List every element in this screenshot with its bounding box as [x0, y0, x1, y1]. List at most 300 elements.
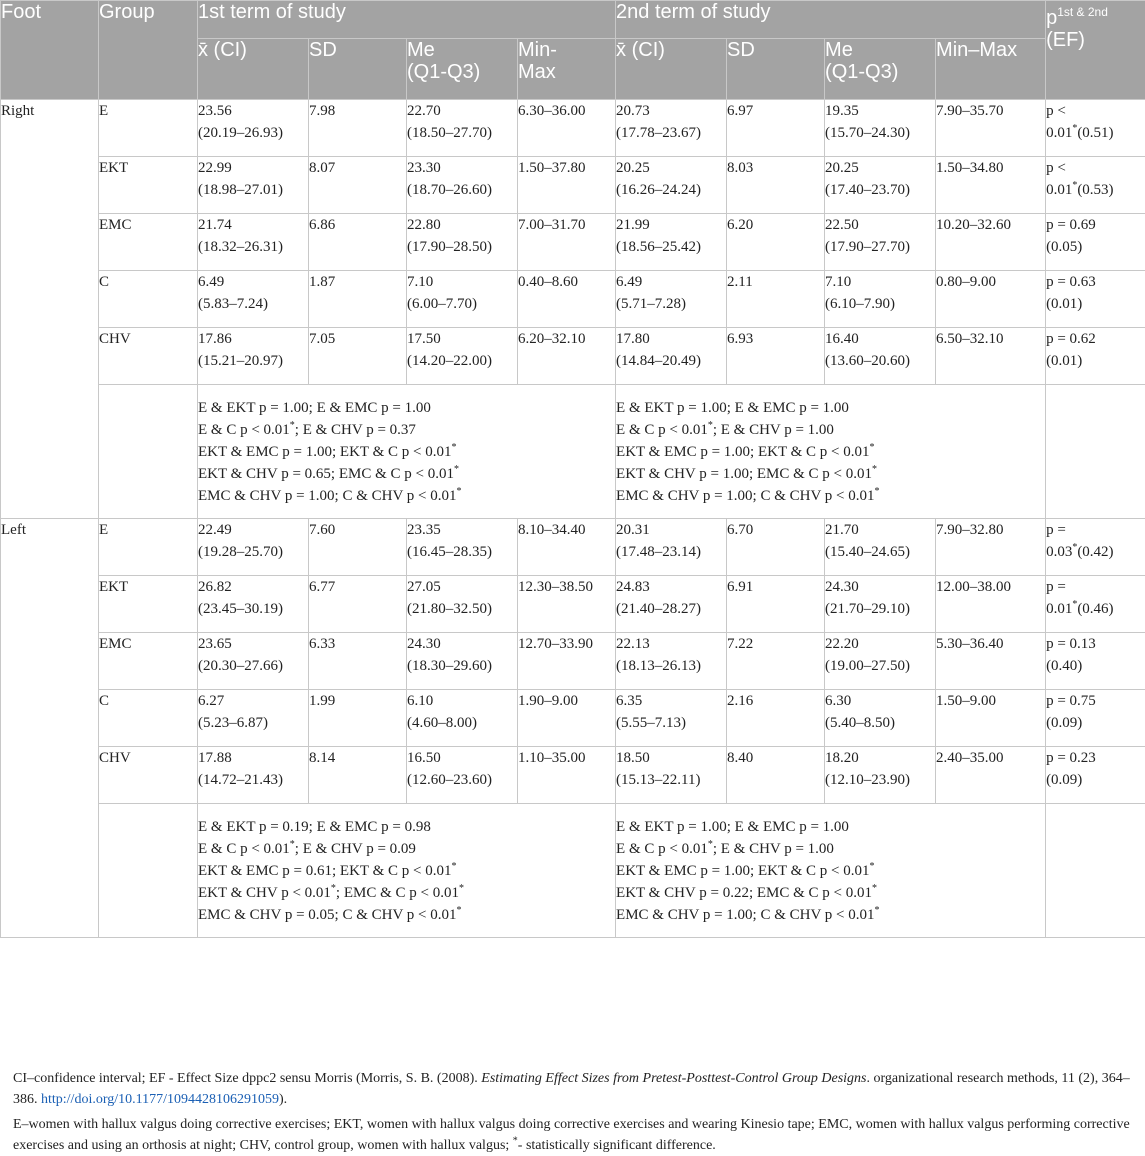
significance-marker: * [875, 905, 880, 916]
p-value-cell [1046, 576, 1145, 633]
median-iqr-term1-range: (17.90–28.50) [407, 239, 492, 255]
foot-label: Right [1, 100, 99, 519]
minmax-term2: 7.90–32.80 [936, 519, 1046, 576]
median-iqr-term2 [825, 633, 936, 690]
minmax-term1: 1.90–9.00 [518, 690, 616, 747]
pairwise-text: EKT & CHV p < 0.01 [198, 885, 331, 901]
pairwise-line [616, 419, 1045, 441]
footnote-citation-title: Estimating Effect Sizes from Pretest-Posttest-Control Group Designs [481, 1071, 866, 1086]
p-value-text: p = 0.69 [1046, 217, 1096, 233]
p-value-text: (0.40) [1046, 658, 1082, 674]
median-iqr-term1-range: (18.50–27.70) [407, 125, 492, 141]
median-iqr-term2-range: (21.70–29.10) [825, 601, 910, 617]
median-iqr-term2-value: 22.50 [825, 217, 859, 233]
minmax-term2: 10.20–32.60 [936, 214, 1046, 271]
mean-ci-term1-range: (14.72–21.43) [198, 772, 283, 788]
pairwise-line [198, 463, 615, 485]
median-iqr-term1-value: 23.30 [407, 160, 441, 176]
empty-cell [99, 385, 198, 519]
pairwise-text: EMC & CHV p = 1.00; C & CHV p < 0.01 [616, 488, 874, 504]
pairwise-text: EKT & EMC p = 0.61; EKT & C p < 0.01 [198, 863, 451, 879]
sd-term2: 8.03 [727, 157, 825, 214]
header-minmax-2: Min–Max [936, 39, 1046, 100]
pairwise-text: E & EKT p = 1.00; E & EMC p = 1.00 [198, 400, 431, 416]
p-value-text: p = 0.13 [1046, 636, 1096, 652]
median-iqr-term2 [825, 100, 936, 157]
significance-marker: * [454, 464, 459, 475]
mean-ci-term2-value: 20.25 [616, 160, 650, 176]
median-iqr-term2 [825, 576, 936, 633]
header-me-label: Me [407, 39, 435, 61]
group-cell: EMC [99, 633, 198, 690]
pairwise-line [198, 838, 615, 860]
doi-link[interactable]: http://doi.org/10.1177/1094428106291059 [41, 1092, 279, 1107]
sd-term2: 6.91 [727, 576, 825, 633]
median-iqr-term2-range: (17.40–23.70) [825, 182, 910, 198]
header-term2: 2nd term of study [616, 1, 1046, 39]
mean-ci-term2-value: 21.99 [616, 217, 650, 233]
footnote-text: - statistically significant difference. [518, 1138, 716, 1153]
pairwise-row [1, 385, 1145, 519]
mean-ci-term1-value: 17.86 [198, 331, 232, 347]
p-value-text: p = 0.23 [1046, 750, 1096, 766]
p-value-text: (0.01) [1046, 296, 1082, 312]
mean-ci-term1 [198, 690, 309, 747]
sd-term1: 8.14 [309, 747, 407, 804]
pairwise-line [616, 485, 1045, 507]
mean-ci-term1 [198, 576, 309, 633]
header-p-ef: (EF) [1046, 29, 1085, 51]
mean-ci-term2-value: 22.13 [616, 636, 650, 652]
table-row [1, 633, 1145, 690]
median-iqr-term1 [407, 690, 518, 747]
mean-ci-term1-value: 26.82 [198, 579, 232, 595]
mean-ci-term2-value: 6.35 [616, 693, 642, 709]
minmax-term1: 12.30–38.50 [518, 576, 616, 633]
median-iqr-term2-range: (17.90–27.70) [825, 239, 910, 255]
table-row [1, 100, 1145, 157]
header-p-sup: 1st & 2nd [1057, 5, 1108, 19]
foot-label: Left [1, 519, 99, 938]
sd-term2: 6.97 [727, 100, 825, 157]
minmax-term1: 8.10–34.40 [518, 519, 616, 576]
header-minmax-1 [518, 39, 616, 100]
minmax-term2: 1.50–34.80 [936, 157, 1046, 214]
pairwise-text: ; EMC & C p < 0.01 [336, 885, 459, 901]
table-row [1, 747, 1145, 804]
pairwise-text: E & C p < 0.01 [616, 841, 708, 857]
median-iqr-term2 [825, 214, 936, 271]
pairwise-text: EKT & CHV p = 0.65; EMC & C p < 0.01 [198, 466, 454, 482]
significance-marker: * [870, 861, 875, 872]
minmax-term1: 0.40–8.60 [518, 271, 616, 328]
header-p [1046, 1, 1145, 100]
sd-term2: 6.70 [727, 519, 825, 576]
group-cell: CHV [99, 747, 198, 804]
header-max-label: Max [518, 61, 556, 83]
p-value-text: 0.01 [1046, 182, 1072, 198]
pairwise-text: E & EKT p = 0.19; E & EMC p = 0.98 [198, 819, 431, 835]
median-iqr-term1-range: (12.60–23.60) [407, 772, 492, 788]
sd-term1: 6.86 [309, 214, 407, 271]
empty-cell [1046, 385, 1145, 519]
pairwise-text: EMC & CHV p = 1.00; C & CHV p < 0.01 [198, 488, 456, 504]
header-sd-1: SD [309, 39, 407, 100]
median-iqr-term1-range: (18.70–26.60) [407, 182, 492, 198]
median-iqr-term1-value: 22.80 [407, 217, 441, 233]
table-footnotes [0, 1068, 1145, 1156]
mean-ci-term2-value: 24.83 [616, 579, 650, 595]
pairwise-text: E & C p < 0.01 [198, 422, 290, 438]
pairwise-text: EKT & CHV p = 0.22; EMC & C p < 0.01 [616, 885, 872, 901]
pairwise-text: EKT & EMC p = 1.00; EKT & C p < 0.01 [198, 444, 451, 460]
header-term1: 1st term of study [198, 1, 616, 39]
median-iqr-term2 [825, 519, 936, 576]
sd-term1: 6.33 [309, 633, 407, 690]
p-value-text: p = [1046, 579, 1066, 595]
median-iqr-term2-range: (15.70–24.30) [825, 125, 910, 141]
header-mean-1: x̄ (CI) [198, 39, 309, 100]
mean-ci-term1-range: (19.28–25.70) [198, 544, 283, 560]
pairwise-line [616, 463, 1045, 485]
minmax-term1: 7.00–31.70 [518, 214, 616, 271]
pairwise-line [198, 860, 615, 882]
mean-ci-term1 [198, 328, 309, 385]
mean-ci-term1-value: 6.27 [198, 693, 224, 709]
mean-ci-term2-value: 6.49 [616, 274, 642, 290]
pairwise-line [616, 860, 1045, 882]
median-iqr-term1-value: 23.35 [407, 522, 441, 538]
p-value-text: p = 0.62 [1046, 331, 1096, 347]
pairwise-line [616, 838, 1045, 860]
footnote-text: . organizational research methods, 11 (2), 364–386. [13, 1071, 1130, 1107]
pairwise-line [198, 816, 615, 838]
pairwise-line [616, 904, 1045, 926]
median-iqr-term2 [825, 157, 936, 214]
table-row [1, 157, 1145, 214]
mean-ci-term1-value: 6.49 [198, 274, 224, 290]
median-iqr-term1-value: 6.10 [407, 693, 433, 709]
significance-marker: * [451, 861, 456, 872]
median-iqr-term2-value: 20.25 [825, 160, 859, 176]
significance-marker: * [451, 442, 456, 453]
median-iqr-term1-range: (4.60–8.00) [407, 715, 477, 731]
group-cell: C [99, 690, 198, 747]
median-iqr-term2-value: 7.10 [825, 274, 851, 290]
p-value-cell [1046, 519, 1145, 576]
header-median-2 [825, 39, 936, 100]
significance-marker: * [875, 486, 880, 497]
median-iqr-term2-range: (6.10–7.90) [825, 296, 895, 312]
median-iqr-term2-range: (12.10–23.90) [825, 772, 910, 788]
significance-marker: * [456, 486, 461, 497]
sd-term1: 7.60 [309, 519, 407, 576]
header-sd-2: SD [727, 39, 825, 100]
minmax-term1: 1.50–37.80 [518, 157, 616, 214]
header-group: Group [99, 1, 198, 100]
mean-ci-term2 [616, 214, 727, 271]
pairwise-text: ; E & CHV p = 0.09 [295, 841, 416, 857]
mean-ci-term1 [198, 519, 309, 576]
footnote-groups [13, 1114, 1145, 1156]
mean-ci-term1-range: (20.19–26.93) [198, 125, 283, 141]
significance-marker: * [290, 839, 295, 850]
mean-ci-term2 [616, 100, 727, 157]
mean-ci-term1-value: 23.56 [198, 103, 232, 119]
minmax-term2: 7.90–35.70 [936, 100, 1046, 157]
pairwise-line [616, 882, 1045, 904]
significance-marker: * [331, 883, 336, 894]
p-value-cell [1046, 328, 1145, 385]
footnote-abbreviations [13, 1068, 1145, 1110]
significance-marker: * [459, 883, 464, 894]
mean-ci-term2 [616, 576, 727, 633]
group-cell: E [99, 519, 198, 576]
pairwise-term2 [616, 385, 1046, 519]
median-iqr-term2-value: 6.30 [825, 693, 851, 709]
p-value-cell [1046, 214, 1145, 271]
mean-ci-term2-value: 20.31 [616, 522, 650, 538]
pairwise-text: EKT & EMC p = 1.00; EKT & C p < 0.01 [616, 444, 869, 460]
pairwise-text: EMC & CHV p = 0.05; C & CHV p < 0.01 [198, 907, 456, 923]
p-value-cell [1046, 157, 1145, 214]
header-me-label: Me [825, 39, 853, 61]
minmax-term2: 6.50–32.10 [936, 328, 1046, 385]
p-value-text: (0.09) [1046, 772, 1082, 788]
sd-term1: 8.07 [309, 157, 407, 214]
median-iqr-term2-value: 21.70 [825, 522, 859, 538]
mean-ci-term1 [198, 214, 309, 271]
footnote-text: CI–confidence interval; EF - Effect Size dppc2 sensu Morris (Morris, S. B. (2008). [13, 1071, 481, 1086]
mean-ci-term1-range: (20.30–27.66) [198, 658, 283, 674]
p-value-cell [1046, 747, 1145, 804]
mean-ci-term1 [198, 271, 309, 328]
minmax-term2: 0.80–9.00 [936, 271, 1046, 328]
pairwise-term1 [198, 385, 616, 519]
mean-ci-term1 [198, 633, 309, 690]
mean-ci-term2-value: 18.50 [616, 750, 650, 766]
median-iqr-term1-range: (16.45–28.35) [407, 544, 492, 560]
minmax-term1: 6.20–32.10 [518, 328, 616, 385]
mean-ci-term1-value: 22.99 [198, 160, 232, 176]
significance-marker: * [708, 420, 713, 431]
mean-ci-term1-range: (5.23–6.87) [198, 715, 268, 731]
sd-term1: 7.98 [309, 100, 407, 157]
mean-ci-term2 [616, 747, 727, 804]
group-cell: E [99, 100, 198, 157]
table-row [1, 271, 1145, 328]
significance-marker: * [1072, 123, 1077, 134]
table-row [1, 519, 1145, 576]
median-iqr-term1-value: 22.70 [407, 103, 441, 119]
mean-ci-term2 [616, 271, 727, 328]
mean-ci-term1-value: 22.49 [198, 522, 232, 538]
mean-ci-term1-range: (18.32–26.31) [198, 239, 283, 255]
footnote-text: ). [279, 1092, 287, 1107]
empty-cell [1046, 804, 1145, 938]
median-iqr-term1-value: 7.10 [407, 274, 433, 290]
pairwise-text: E & EKT p = 1.00; E & EMC p = 1.00 [616, 400, 849, 416]
median-iqr-term2-value: 22.20 [825, 636, 859, 652]
p-value-text: 0.01 [1046, 125, 1072, 141]
table-row [1, 328, 1145, 385]
pairwise-line [198, 882, 615, 904]
p-value-text: p = 0.63 [1046, 274, 1096, 290]
p-value-text: 0.03 [1046, 544, 1072, 560]
p-value-cell [1046, 690, 1145, 747]
group-cell: EKT [99, 157, 198, 214]
table-row [1, 214, 1145, 271]
mean-ci-term1-range: (23.45–30.19) [198, 601, 283, 617]
mean-ci-term1-value: 23.65 [198, 636, 232, 652]
significance-marker: * [1072, 599, 1077, 610]
header-foot: Foot [1, 1, 99, 100]
mean-ci-term2 [616, 519, 727, 576]
median-iqr-term1 [407, 271, 518, 328]
pairwise-text: ; E & CHV p = 0.37 [295, 422, 416, 438]
mean-ci-term1 [198, 100, 309, 157]
group-cell: EMC [99, 214, 198, 271]
minmax-term2: 5.30–36.40 [936, 633, 1046, 690]
sd-term2: 2.16 [727, 690, 825, 747]
sd-term2: 8.40 [727, 747, 825, 804]
significance-marker: * [1072, 180, 1077, 191]
median-iqr-term1-value: 16.50 [407, 750, 441, 766]
p-value-text: p < [1046, 160, 1066, 176]
p-value-text: (0.09) [1046, 715, 1082, 731]
median-iqr-term2-range: (15.40–24.65) [825, 544, 910, 560]
significance-marker: * [872, 883, 877, 894]
significance-marker: * [872, 464, 877, 475]
pairwise-text: E & EKT p = 1.00; E & EMC p = 1.00 [616, 819, 849, 835]
median-iqr-term1-range: (18.30–29.60) [407, 658, 492, 674]
footnote-text: E–women with hallux valgus doing corrective exercises; EKT, women with hallux valgus doing corrective exercises and wearing Kinesio tape; EMC, women with hallux valgus performing corrective exercises and using an orthosis at night; CHV, control group, women with hallux valgus; [13, 1117, 1130, 1153]
mean-ci-term2-range: (14.84–20.49) [616, 353, 701, 369]
empty-cell [99, 804, 198, 938]
header-p-label: p [1046, 7, 1057, 29]
header-min-label: Min- [518, 39, 557, 61]
mean-ci-term1-range: (5.83–7.24) [198, 296, 268, 312]
median-iqr-term2 [825, 747, 936, 804]
header-q-label: (Q1-Q3) [407, 61, 480, 83]
minmax-term1: 6.30–36.00 [518, 100, 616, 157]
mean-ci-term2-range: (17.78–23.67) [616, 125, 701, 141]
median-iqr-term1 [407, 214, 518, 271]
p-value-cell [1046, 271, 1145, 328]
median-iqr-term2 [825, 328, 936, 385]
mean-ci-term2-range: (18.56–25.42) [616, 239, 701, 255]
pairwise-line [198, 441, 615, 463]
mean-ci-term2 [616, 690, 727, 747]
mean-ci-term2-range: (5.55–7.13) [616, 715, 686, 731]
pairwise-text: EMC & CHV p = 1.00; C & CHV p < 0.01 [616, 907, 874, 923]
median-iqr-term2-value: 24.30 [825, 579, 859, 595]
header-q-label: (Q1-Q3) [825, 61, 898, 83]
p-value-text: p = 0.75 [1046, 693, 1096, 709]
median-iqr-term1-range: (6.00–7.70) [407, 296, 477, 312]
pairwise-line [198, 485, 615, 507]
median-iqr-term2-value: 18.20 [825, 750, 859, 766]
table-row [1, 690, 1145, 747]
sd-term1: 1.87 [309, 271, 407, 328]
median-iqr-term2-range: (13.60–20.60) [825, 353, 910, 369]
pairwise-line [616, 397, 1045, 419]
effect-size: (0.42) [1077, 544, 1113, 560]
significance-marker: * [708, 839, 713, 850]
mean-ci-term2-range: (17.48–23.14) [616, 544, 701, 560]
pairwise-text: E & C p < 0.01 [198, 841, 290, 857]
median-iqr-term1-value: 17.50 [407, 331, 441, 347]
significance-marker: * [290, 420, 295, 431]
mean-ci-term2-value: 17.80 [616, 331, 650, 347]
sd-term1: 7.05 [309, 328, 407, 385]
group-cell: EKT [99, 576, 198, 633]
significance-marker: * [513, 1135, 518, 1146]
pairwise-line [198, 904, 615, 926]
median-iqr-term1-range: (21.80–32.50) [407, 601, 492, 617]
mean-ci-term2 [616, 157, 727, 214]
mean-ci-term1-value: 21.74 [198, 217, 232, 233]
mean-ci-term2-range: (16.26–24.24) [616, 182, 701, 198]
pairwise-text: EKT & CHV p = 1.00; EMC & C p < 0.01 [616, 466, 872, 482]
pairwise-line [198, 419, 615, 441]
significance-marker: * [870, 442, 875, 453]
mean-ci-term2-range: (21.40–28.27) [616, 601, 701, 617]
minmax-term1: 12.70–33.90 [518, 633, 616, 690]
sd-term1: 6.77 [309, 576, 407, 633]
p-value-text: 0.01 [1046, 601, 1072, 617]
pairwise-term2 [616, 804, 1046, 938]
minmax-term2: 12.00–38.00 [936, 576, 1046, 633]
minmax-term2: 1.50–9.00 [936, 690, 1046, 747]
mean-ci-term2-value: 20.73 [616, 103, 650, 119]
median-iqr-term2 [825, 690, 936, 747]
pairwise-row [1, 804, 1145, 938]
median-iqr-term1 [407, 328, 518, 385]
significance-marker: * [456, 905, 461, 916]
pairwise-line [198, 397, 615, 419]
header-median-1 [407, 39, 518, 100]
sd-term1: 1.99 [309, 690, 407, 747]
mean-ci-term1-range: (15.21–20.97) [198, 353, 283, 369]
median-iqr-term1-range: (14.20–22.00) [407, 353, 492, 369]
mean-ci-term2-range: (15.13–22.11) [616, 772, 700, 788]
table-row [1, 576, 1145, 633]
median-iqr-term1 [407, 157, 518, 214]
median-iqr-term2-value: 16.40 [825, 331, 859, 347]
p-value-text: p = [1046, 522, 1066, 538]
median-iqr-term1 [407, 633, 518, 690]
pairwise-term1 [198, 804, 616, 938]
significance-marker: * [1072, 542, 1077, 553]
effect-size: (0.46) [1077, 601, 1113, 617]
mean-ci-term1-value: 17.88 [198, 750, 232, 766]
effect-size: (0.51) [1077, 125, 1113, 141]
median-iqr-term1 [407, 100, 518, 157]
p-value-text: p < [1046, 103, 1066, 119]
minmax-term1: 1.10–35.00 [518, 747, 616, 804]
p-value-cell [1046, 633, 1145, 690]
pairwise-text: EKT & EMC p = 1.00; EKT & C p < 0.01 [616, 863, 869, 879]
median-iqr-term1 [407, 747, 518, 804]
pairwise-text: E & C p < 0.01 [616, 422, 708, 438]
pairwise-line [616, 816, 1045, 838]
p-value-text: (0.01) [1046, 353, 1082, 369]
mean-ci-term1 [198, 747, 309, 804]
mean-ci-term2-range: (18.13–26.13) [616, 658, 701, 674]
median-iqr-term1 [407, 519, 518, 576]
sd-term2: 2.11 [727, 271, 825, 328]
